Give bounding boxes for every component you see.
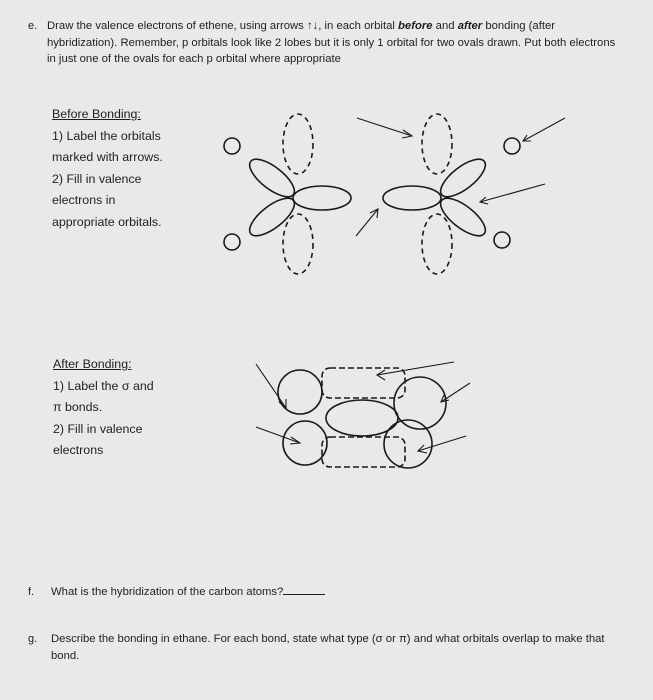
question-f-letter: f. (28, 586, 35, 598)
after-line-2: π bonds. (53, 400, 103, 414)
question-e-text-part2: bonding (after hybridization). Remember, p orbitals look like 2 lobes but it is only 1 orbital for two ovals drawn. Put both electrons in just one of the ovals for each p orbital where appropriate (47, 20, 616, 65)
question-g-text: Describe the bonding in ethane. For each bond, state what type (σ or π) and what orbitals overlap to make that bond. (51, 633, 605, 662)
after-line-4: electrons (53, 443, 104, 457)
question-f-line (51, 584, 631, 601)
arrow-to-left-lower-bond (256, 427, 300, 443)
before-line-2: marked with arrows. (52, 150, 163, 164)
question-g-letter: g. (28, 633, 38, 645)
before-line-5: appropriate orbitals. (52, 214, 162, 229)
arrow-to-right-upper-bond (441, 383, 470, 402)
hybridization-answer-blank[interactable] (283, 585, 325, 595)
after-pointer-arrows (256, 362, 470, 453)
after-line-1: 1) Label the σ and (53, 378, 154, 393)
before-line-4: electrons in (52, 193, 116, 207)
right-lower-ch-orbital[interactable] (384, 420, 432, 468)
question-e-letter: e. (28, 20, 38, 32)
before-line-3: 2) Fill in valence (52, 171, 142, 186)
before-bonding-heading: Before Bonding: (52, 107, 141, 121)
arrow-to-right-lower-bond (418, 436, 466, 451)
question-e-text-part1: Draw the valence electrons of ethene, using arrows ↑↓, in each orbital (47, 20, 399, 32)
before-emphasis: before (398, 20, 433, 32)
before-line-1: 1) Label the orbitals (52, 128, 161, 143)
arrowhead-left-lower-bond (290, 437, 300, 444)
arrow-to-left-upper-bond (256, 364, 286, 408)
left-lower-ch-orbital[interactable] (283, 421, 327, 465)
after-bonding-heading: After Bonding: (53, 357, 132, 371)
question-e-and: and (432, 20, 458, 32)
question-f-text: What is the hybridization of the carbon atoms? (51, 586, 284, 598)
after-line-3: 2) Fill in valence (53, 421, 143, 436)
after-emphasis: after (457, 20, 483, 32)
